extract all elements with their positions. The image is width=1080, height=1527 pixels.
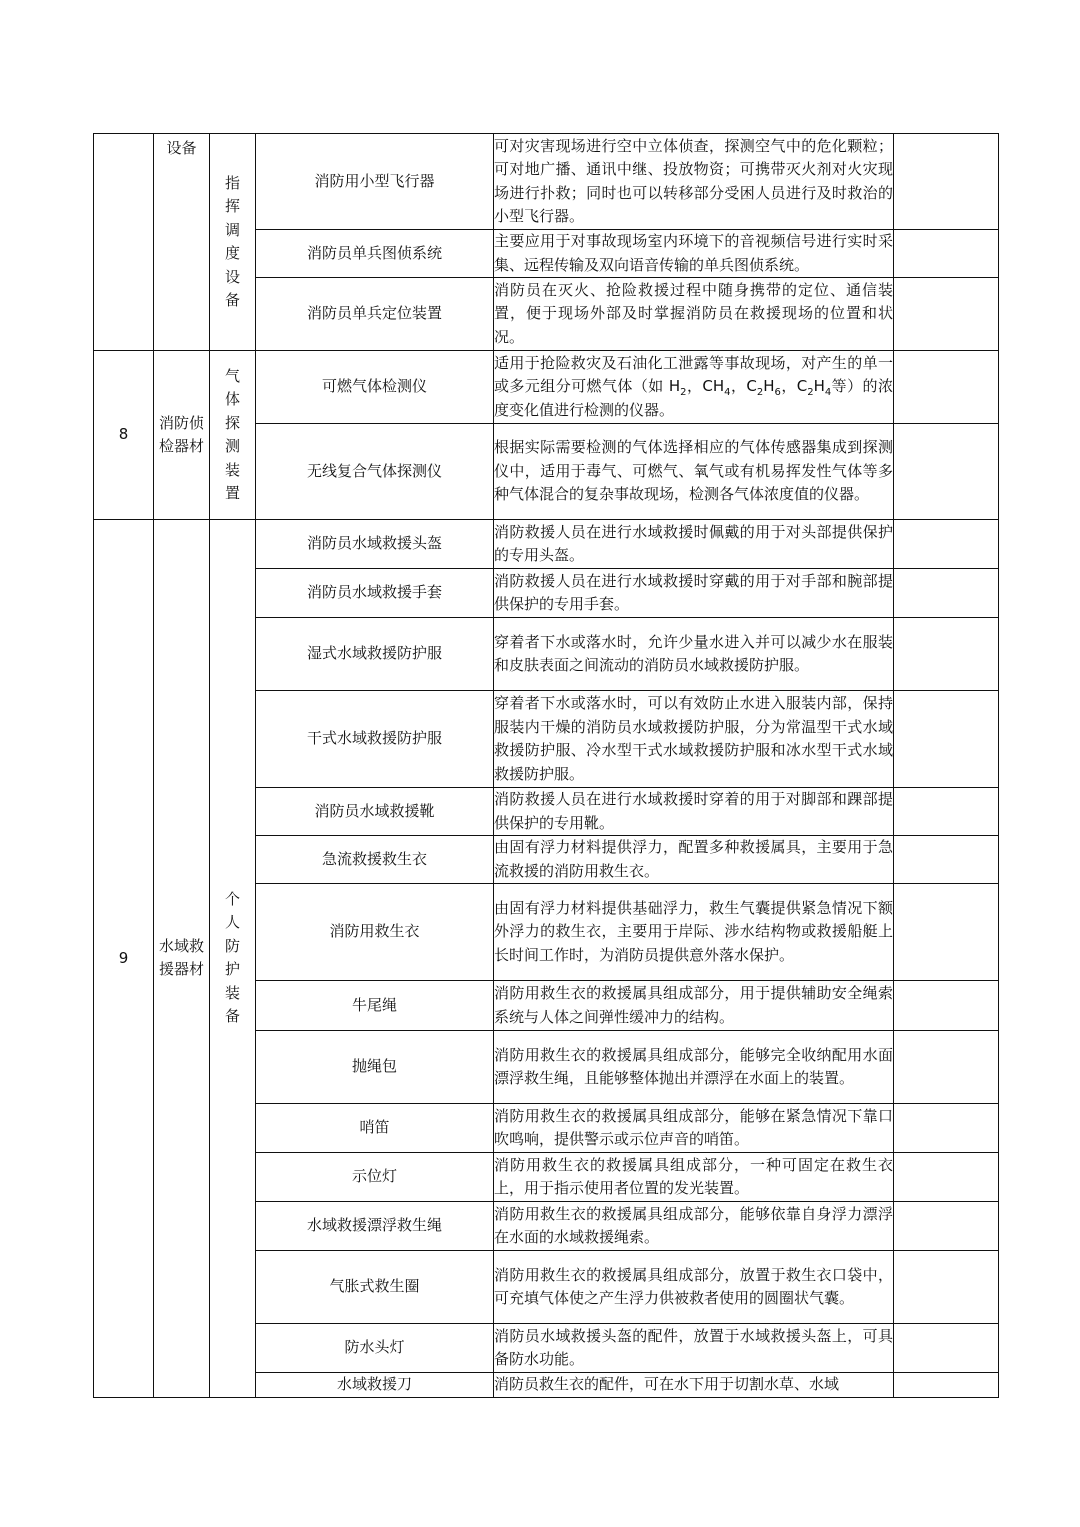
item-name: 急流救援救生衣 xyxy=(256,836,494,884)
item-description: 消防救援人员在进行水域救援时穿着的用于对脚部和踝部提供保护的专用靴。 xyxy=(494,788,894,836)
item-description: 主要应用于对事故现场室内环境下的音视频信号进行实时采集、远程传输及双向语音传输的单兵图侦系统。 xyxy=(494,230,894,278)
note-cell xyxy=(894,134,999,230)
note-cell xyxy=(894,618,999,691)
note-cell xyxy=(894,1031,999,1104)
table-row xyxy=(94,134,999,230)
item-description: 可对灾害现场进行空中立体侦查，探测空气中的危化颗粒；可对地广播、通讯中继、投放物资；可携带灭火剂对火灾现场进行扑救；同时也可以转移部分受困人员进行及时救治的小型飞行器。 xyxy=(494,134,894,230)
note-cell xyxy=(894,836,999,884)
note-cell xyxy=(894,1104,999,1153)
subcategory-cell xyxy=(210,520,256,1398)
item-name: 水域救援刀 xyxy=(256,1373,494,1398)
item-name: 牛尾绳 xyxy=(256,981,494,1031)
note-cell xyxy=(894,884,999,981)
note-cell xyxy=(894,981,999,1031)
note-cell xyxy=(894,424,999,520)
item-name: 无线复合气体探测仪 xyxy=(256,424,494,520)
item-name: 防水头灯 xyxy=(256,1324,494,1373)
item-name: 消防用救生衣 xyxy=(256,884,494,981)
note-cell xyxy=(894,1324,999,1373)
item-name: 气胀式救生圈 xyxy=(256,1251,494,1324)
category-cell: 设备 xyxy=(154,134,210,351)
subcategory-text: 指挥调度设备 xyxy=(224,173,240,309)
item-description: 消防用救生衣的救援属具组成部分，能够依靠自身浮力漂浮在水面的水域救援绳索。 xyxy=(494,1202,894,1251)
item-description: 消防救援人员在进行水域救援时佩戴的用于对头部提供保护的专用头盔。 xyxy=(494,520,894,569)
item-name: 水域救援漂浮救生绳 xyxy=(256,1202,494,1251)
item-name: 可燃气体检测仪 xyxy=(256,351,494,424)
subcategory-text: 气体探测装置 xyxy=(224,366,240,502)
item-description: 穿着者下水或落水时，允许少量水进入并可以减少水在服装和皮肤表面之间流动的消防员水域救援防护服。 xyxy=(494,618,894,691)
subcategory-cell xyxy=(210,134,256,351)
note-cell xyxy=(894,1373,999,1398)
note-cell xyxy=(894,691,999,788)
note-cell xyxy=(894,351,999,424)
table-row xyxy=(94,520,999,569)
table-row xyxy=(94,351,999,424)
subcategory-text: 个人防护装备 xyxy=(224,889,240,1026)
item-name: 消防员水域救援靴 xyxy=(256,788,494,836)
item-description: 消防用救生衣的救援属具组成部分，用于提供辅助安全绳索系统与人体之间弹性缓冲力的结构。 xyxy=(494,981,894,1031)
note-cell xyxy=(894,230,999,278)
item-description: 消防用救生衣的救援属具组成部分，放置于救生衣口袋中，可充填气体使之产生浮力供被救者使用的圆圈状气囊。 xyxy=(494,1251,894,1324)
note-cell xyxy=(894,788,999,836)
item-description: 穿着者下水或落水时，可以有效防止水进入服装内部，保持服装内干燥的消防员水域救援防护服，分为常温型干式水域救援防护服、冷水型干式水域救援防护服和冰水型干式水域救援防护服。 xyxy=(494,691,894,788)
item-description: 根据实际需要检测的气体选择相应的气体传感器集成到探测仪中，适用于毒气、可燃气、氧气或有机易挥发性气体等多种气体混合的复杂事故现场，检测各气体浓度值的仪器。 xyxy=(494,424,894,520)
equipment-table xyxy=(93,133,999,1398)
item-description: 消防用救生衣的救援属具组成部分，能够在紧急情况下靠口吹鸣响，提供警示或示位声音的哨笛。 xyxy=(494,1104,894,1153)
item-name: 示位灯 xyxy=(256,1153,494,1202)
item-description: 消防员水域救援头盔的配件，放置于水域救援头盔上，可具备防水功能。 xyxy=(494,1324,894,1373)
subcategory-cell xyxy=(210,351,256,520)
item-description: 消防用救生衣的救援属具组成部分，能够完全收纳配用水面漂浮救生绳，且能够整体抛出并漂浮在水面上的装置。 xyxy=(494,1031,894,1104)
item-description: 由固有浮力材料提供浮力，配置多种救援属具，主要用于急流救援的消防用救生衣。 xyxy=(494,836,894,884)
note-cell xyxy=(894,1202,999,1251)
item-description: 消防用救生衣的救援属具组成部分，一种可固定在救生衣上，用于指示使用者位置的发光装置。 xyxy=(494,1153,894,1202)
row-number: 8 xyxy=(94,351,154,520)
row-number xyxy=(94,134,154,351)
category-cell: 水域救援器材 xyxy=(154,520,210,1398)
category-cell: 消防侦检器材 xyxy=(154,351,210,520)
item-description: 适用于抢险救灾及石油化工泄露等事故现场，对产生的单一或多元组分可燃气体（如 $H_2$，$CH_4$，$C_2H_6$，$C_2H_4$等）的浓度变化值进行检测的仪器。 xyxy=(494,351,894,424)
item-description: 消防员在灭火、抢险救援过程中随身携带的定位、通信装置，便于现场外部及时掌握消防员在救援现场的位置和状况。 xyxy=(494,278,894,351)
item-description: 消防救援人员在进行水域救援时穿戴的用于对手部和腕部提供保护的专用手套。 xyxy=(494,569,894,618)
item-name: 消防员水域救援头盔 xyxy=(256,520,494,569)
item-name: 哨笛 xyxy=(256,1104,494,1153)
note-cell xyxy=(894,1153,999,1202)
item-name: 湿式水域救援防护服 xyxy=(256,618,494,691)
item-name: 消防员单兵图侦系统 xyxy=(256,230,494,278)
item-name: 消防员单兵定位装置 xyxy=(256,278,494,351)
item-description: 消防员救生衣的配件，可在水下用于切割水草、水域 xyxy=(494,1373,894,1398)
note-cell xyxy=(894,1251,999,1324)
item-name: 消防员水域救援手套 xyxy=(256,569,494,618)
note-cell xyxy=(894,520,999,569)
note-cell xyxy=(894,569,999,618)
item-name: 消防用小型飞行器 xyxy=(256,134,494,230)
note-cell xyxy=(894,278,999,351)
item-description: 由固有浮力材料提供基础浮力，救生气囊提供紧急情况下额外浮力的救生衣，主要用于岸际、涉水结构物或救援船艇上长时间工作时，为消防员提供意外落水保护。 xyxy=(494,884,894,981)
item-name: 干式水域救援防护服 xyxy=(256,691,494,788)
row-number: 9 xyxy=(94,520,154,1398)
item-name: 抛绳包 xyxy=(256,1031,494,1104)
